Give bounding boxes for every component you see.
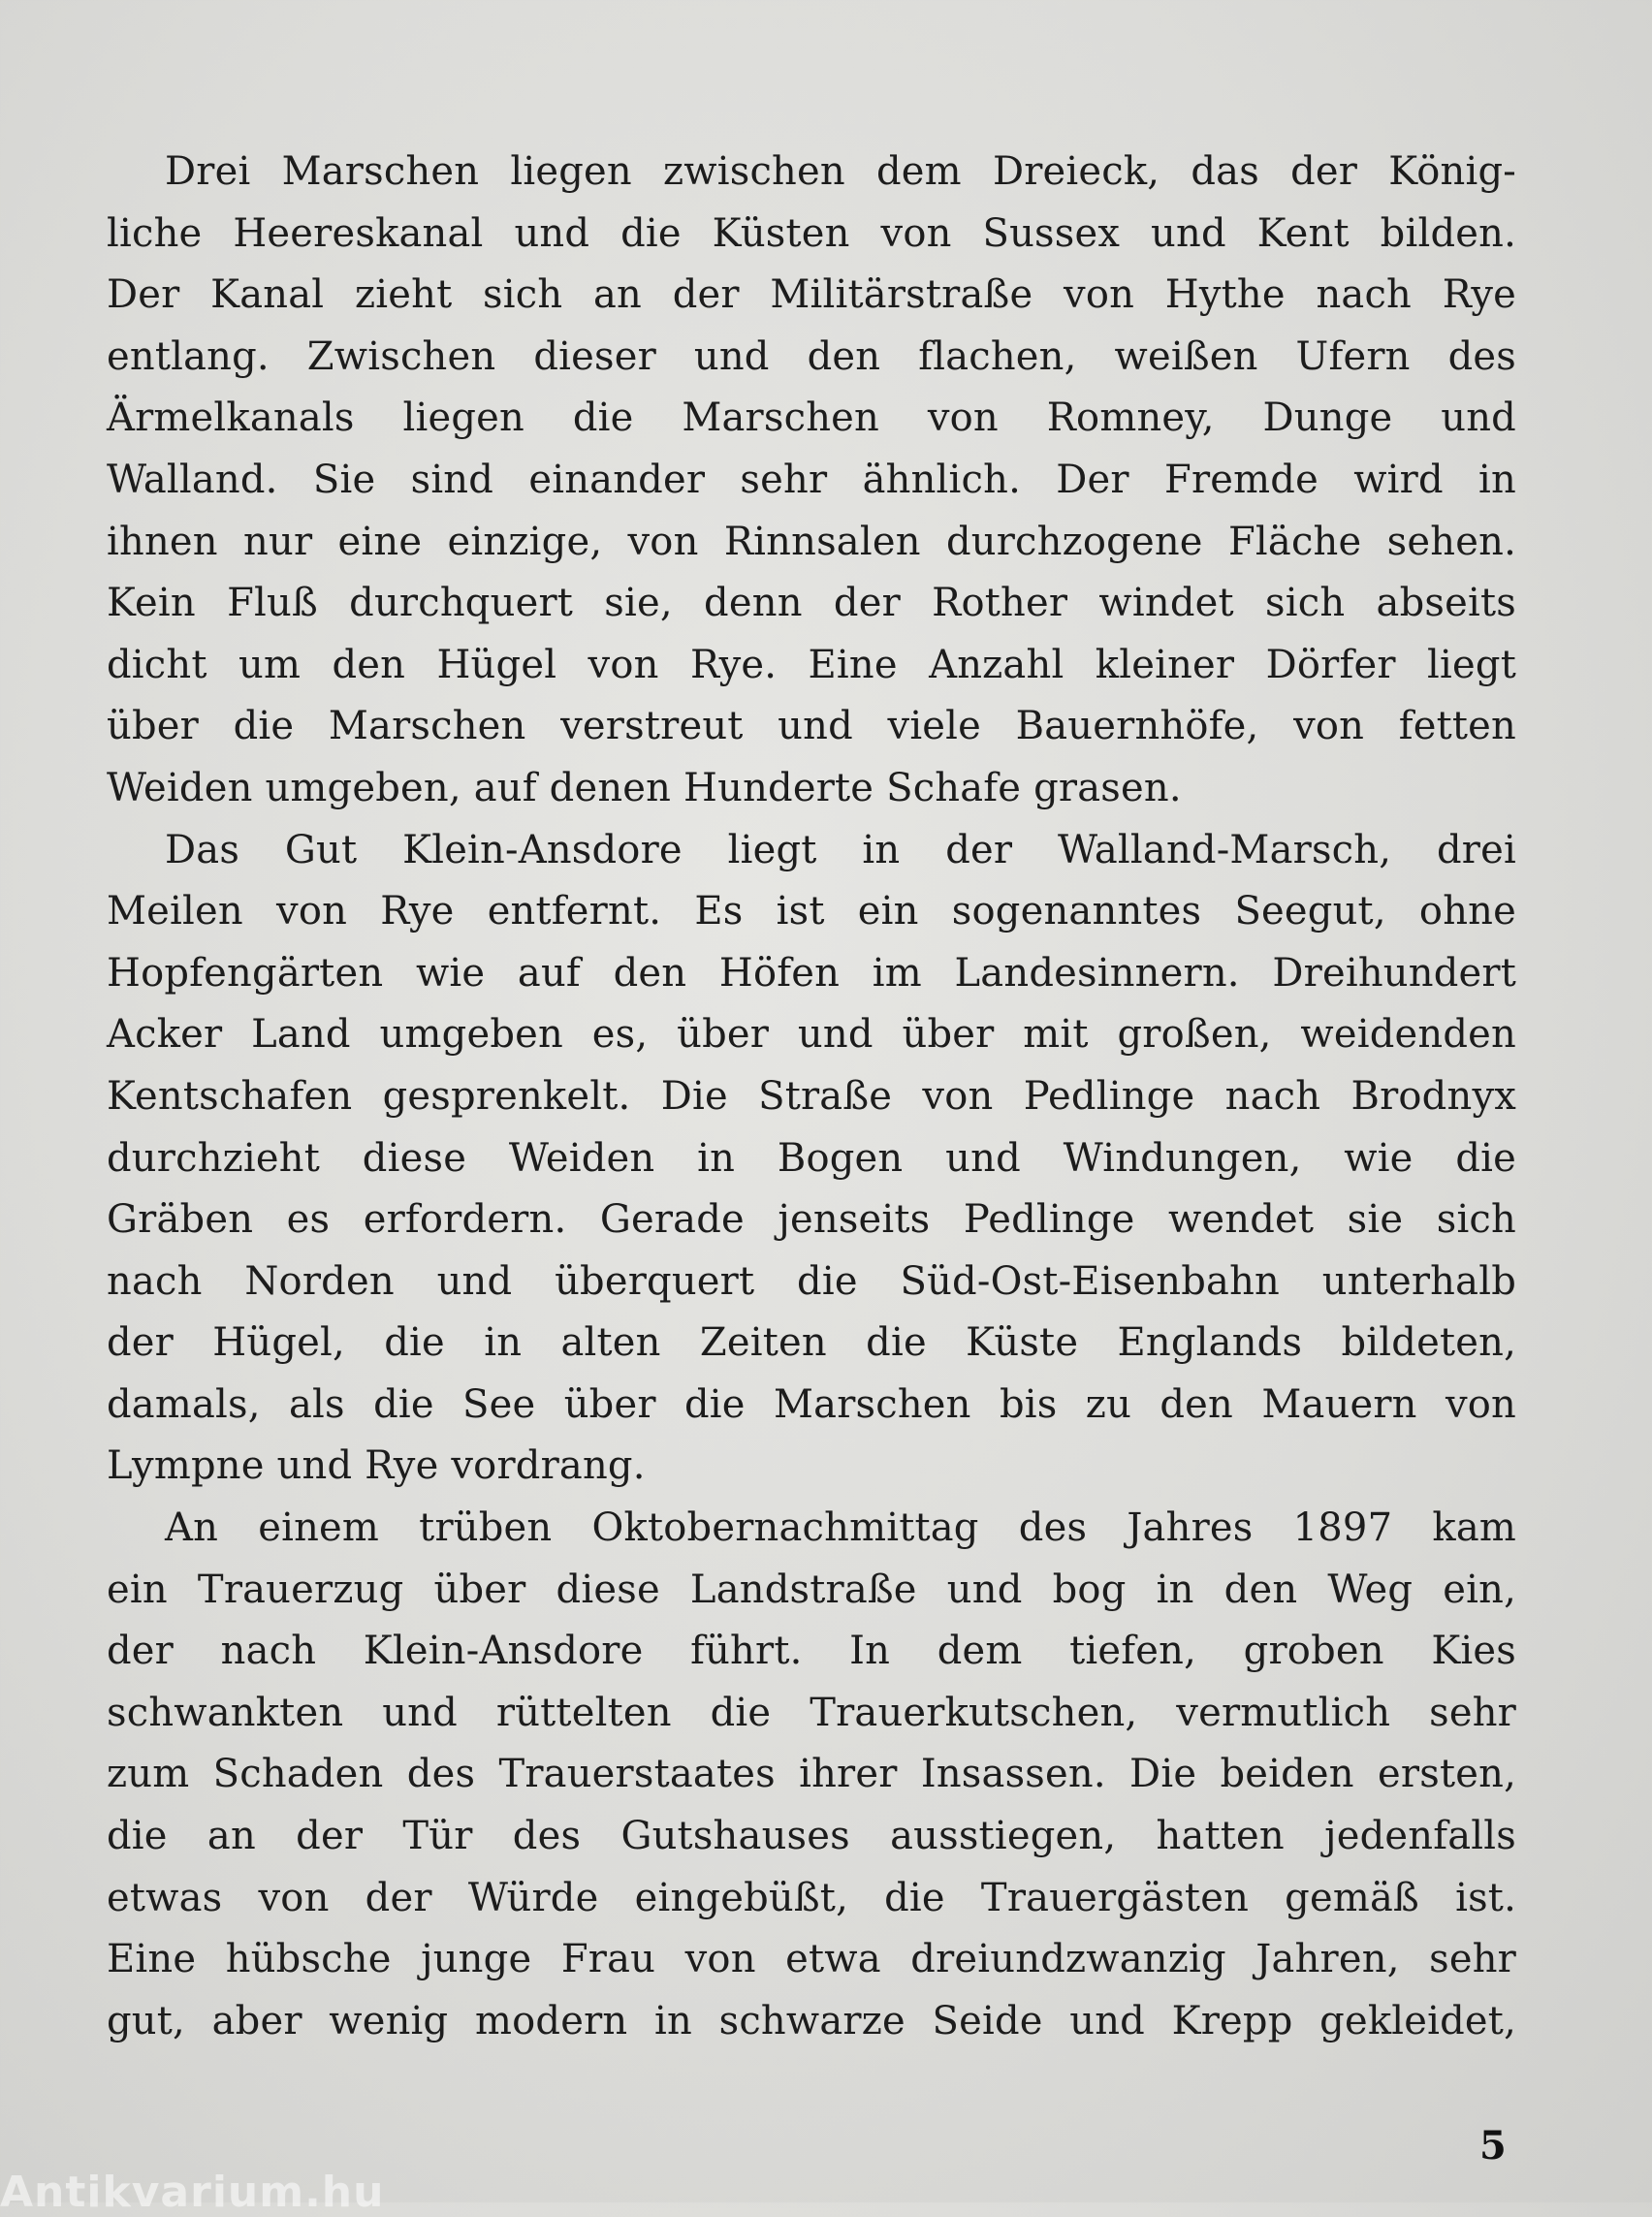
text-line: etwas von der Würde eingebüßt, die Trauergästen gemäß ist. <box>107 1875 1516 1920</box>
page-number: 5 <box>1479 2123 1507 2169</box>
text-line: Walland. Sie sind einander sehr ähnlich. Der Fremde wird in <box>107 457 1516 502</box>
text-line: gut, aber wenig modern in schwarze Seide und Krepp gekleidet, <box>107 1998 1516 2043</box>
text-line: Acker Land umgeben es, über und über mit großen, weidenden <box>107 1012 1516 1058</box>
text-line: Weiden umgeben, auf denen Hunderte Schafe grasen. <box>107 765 1182 810</box>
text-line: entlang. Zwischen dieser und den flachen, weißen Ufern des <box>107 333 1516 379</box>
text-line: ein Trauerzug über diese Landstraße und bog in den Weg ein, <box>107 1567 1516 1612</box>
text-line: Gräben es erfordern. Gerade jenseits Pedlinge wendet sie sich <box>107 1197 1516 1243</box>
watermark: Antikvarium.hu <box>0 2168 385 2217</box>
text-line: die an der Tür des Gutshauses ausstiegen, hatten jedenfalls <box>107 1814 1516 1859</box>
text-line: damals, als die See über die Marschen bis zu den Mauern von <box>107 1381 1516 1427</box>
text-line: Drei Marschen liegen zwischen dem Dreieck, das der König- <box>165 149 1516 194</box>
text-line: der Hügel, die in alten Zeiten die Küste Englands bildeten, <box>107 1320 1516 1366</box>
text-line: ihnen nur eine einzige, von Rinnsalen durchzogene Fläche sehen. <box>107 519 1516 564</box>
text-line: zum Schaden des Trauerstaates ihrer Insassen. Die beiden ersten, <box>107 1752 1516 1797</box>
text-line: An einem trüben Oktobernachmittag des Jahres 1897 kam <box>165 1505 1516 1551</box>
text-line: der nach Klein-Ansdore führt. In dem tiefen, groben Kies <box>107 1629 1516 1674</box>
text-line: über die Marschen verstreut und viele Bauernhöfe, von fetten <box>107 704 1516 749</box>
text-line: Lympne und Rye vordrang. <box>107 1443 646 1489</box>
body-text <box>107 142 1516 2052</box>
text-line: Eine hübsche junge Frau von etwa dreiundzwanzig Jahren, sehr <box>107 1937 1516 1982</box>
text-line: Kein Fluß durchquert sie, denn der Rother windet sich abseits <box>107 581 1516 626</box>
text-line: Das Gut Klein-Ansdore liegt in der Walland-Marsch, drei <box>165 827 1516 872</box>
text-line: Kentschafen gesprenkelt. Die Straße von Pedlinge nach Brodnyx <box>107 1073 1516 1119</box>
text-line: Ärmelkanals liegen die Marschen von Romney, Dunge und <box>107 396 1516 441</box>
text-line: dicht um den Hügel von Rye. Eine Anzahl kleiner Dörfer liegt <box>107 642 1516 687</box>
text-line: schwankten und rüttelten die Trauerkutschen, vermutlich sehr <box>107 1690 1516 1735</box>
text-line: Hopfengärten wie auf den Höfen im Landesinnern. Dreihundert <box>107 950 1516 996</box>
text-line: Meilen von Rye entfernt. Es ist ein sogenanntes Seegut, ohne <box>107 889 1516 934</box>
text-line: durchzieht diese Weiden in Bogen und Windungen, wie die <box>107 1135 1516 1181</box>
text-line: nach Norden und überquert die Süd-Ost-Eisenbahn unterhalb <box>107 1258 1516 1304</box>
text-line: liche Heereskanal und die Küsten von Sussex und Kent bilden. <box>107 210 1516 256</box>
text-line: Der Kanal zieht sich an der Militärstraße von Hythe nach Rye <box>107 272 1516 318</box>
